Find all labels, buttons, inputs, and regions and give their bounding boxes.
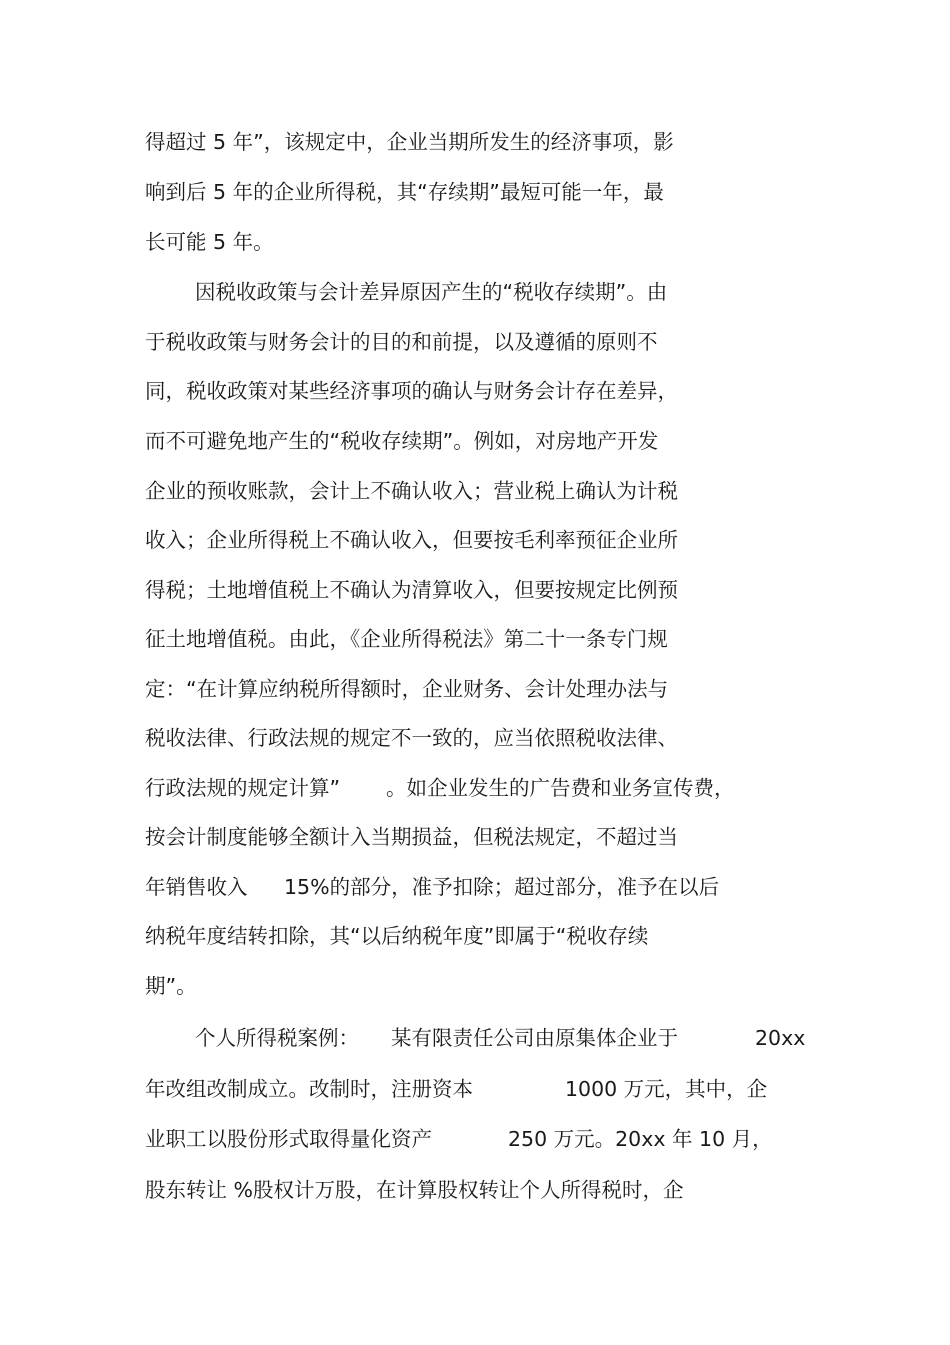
text-line — [0, 966, 950, 1006]
text-segment: 年改组改制成立。改制时，注册资本 — [145, 1077, 473, 1101]
text-segment: 响到后 5 年的企业所得税，其“存续期”最短可能一年，最 — [145, 180, 664, 204]
text-segment: 长可能 5 年。 — [145, 230, 274, 254]
text-line — [0, 222, 950, 262]
text-line — [0, 122, 950, 162]
text-segment: 而不可避免地产生的“税收存续期”。例如，对房地产开发 — [145, 429, 659, 453]
text-segment: 股东转让 %股权计万股，在计算股权转让个人所得税时，企 — [145, 1178, 684, 1202]
text-line — [0, 272, 950, 312]
text-line — [0, 1069, 950, 1109]
text-segment: 1000 万元，其中，企 — [565, 1077, 768, 1101]
text-segment: 企业的预收账款，会计上不确认收入；营业税上确认为计税 — [145, 479, 678, 503]
text-segment: 15%的部分，准予扣除；超过部分，准予在以后 — [284, 875, 720, 899]
text-line — [0, 421, 950, 461]
text-segment: 业职工以股份形式取得量化资产 — [145, 1127, 432, 1151]
text-segment: 纳税年度结转扣除，其“以后纳税年度”即属于“税收存续 — [145, 924, 649, 948]
text-segment: 20xx — [755, 1026, 806, 1050]
text-segment: 。如企业发生的广告费和业务宣传费， — [386, 776, 735, 800]
text-line — [0, 520, 950, 560]
text-line — [0, 718, 950, 758]
text-segment: 得超过 5 年”，该规定中，企业当期所发生的经济事项，影 — [145, 130, 674, 154]
text-line — [0, 768, 950, 808]
text-segment: 定：“在计算应纳税所得额时，企业财务、会计处理办法与 — [145, 677, 669, 701]
text-segment: 250 万元。20xx 年 10 月， — [508, 1127, 773, 1151]
text-line — [0, 471, 950, 511]
text-segment: 期”。 — [145, 974, 197, 998]
text-segment: 行政法规的规定计算” — [145, 776, 341, 800]
text-segment: 同，税收政策对某些经济事项的确认与财务会计存在差异， — [145, 379, 678, 403]
text-segment: 按会计制度能够全额计入当期损益，但税法规定，不超过当 — [145, 825, 678, 849]
text-segment: 因税收政策与会计差异原因产生的“税收存续期”。由 — [195, 280, 668, 304]
text-segment: 得税；土地增值税上不确认为清算收入，但要按规定比例预 — [145, 578, 678, 602]
text-line — [0, 669, 950, 709]
text-line — [0, 867, 950, 907]
text-line — [0, 371, 950, 411]
text-line — [0, 570, 950, 610]
text-line — [0, 322, 950, 362]
text-line — [0, 1119, 950, 1159]
text-line — [0, 1018, 950, 1058]
text-segment: 年销售收入 — [145, 875, 248, 899]
text-segment: 个人所得税案例： — [195, 1026, 359, 1050]
text-line — [0, 916, 950, 956]
text-segment: 某有限责任公司由原集体企业于 — [391, 1026, 678, 1050]
text-line — [0, 619, 950, 659]
text-segment: 征土地增值税。由此，《企业所得税法》第二十一条专门规 — [145, 627, 668, 651]
text-line — [0, 172, 950, 212]
text-segment: 税收法律、行政法规的规定不一致的，应当依照税收法律、 — [145, 726, 678, 750]
text-segment: 于税收政策与财务会计的目的和前提，以及遵循的原则不 — [145, 330, 658, 354]
text-line — [0, 817, 950, 857]
text-line — [0, 1170, 950, 1210]
text-segment: 收入；企业所得税上不确认收入，但要按毛利率预征企业所 — [145, 528, 678, 552]
